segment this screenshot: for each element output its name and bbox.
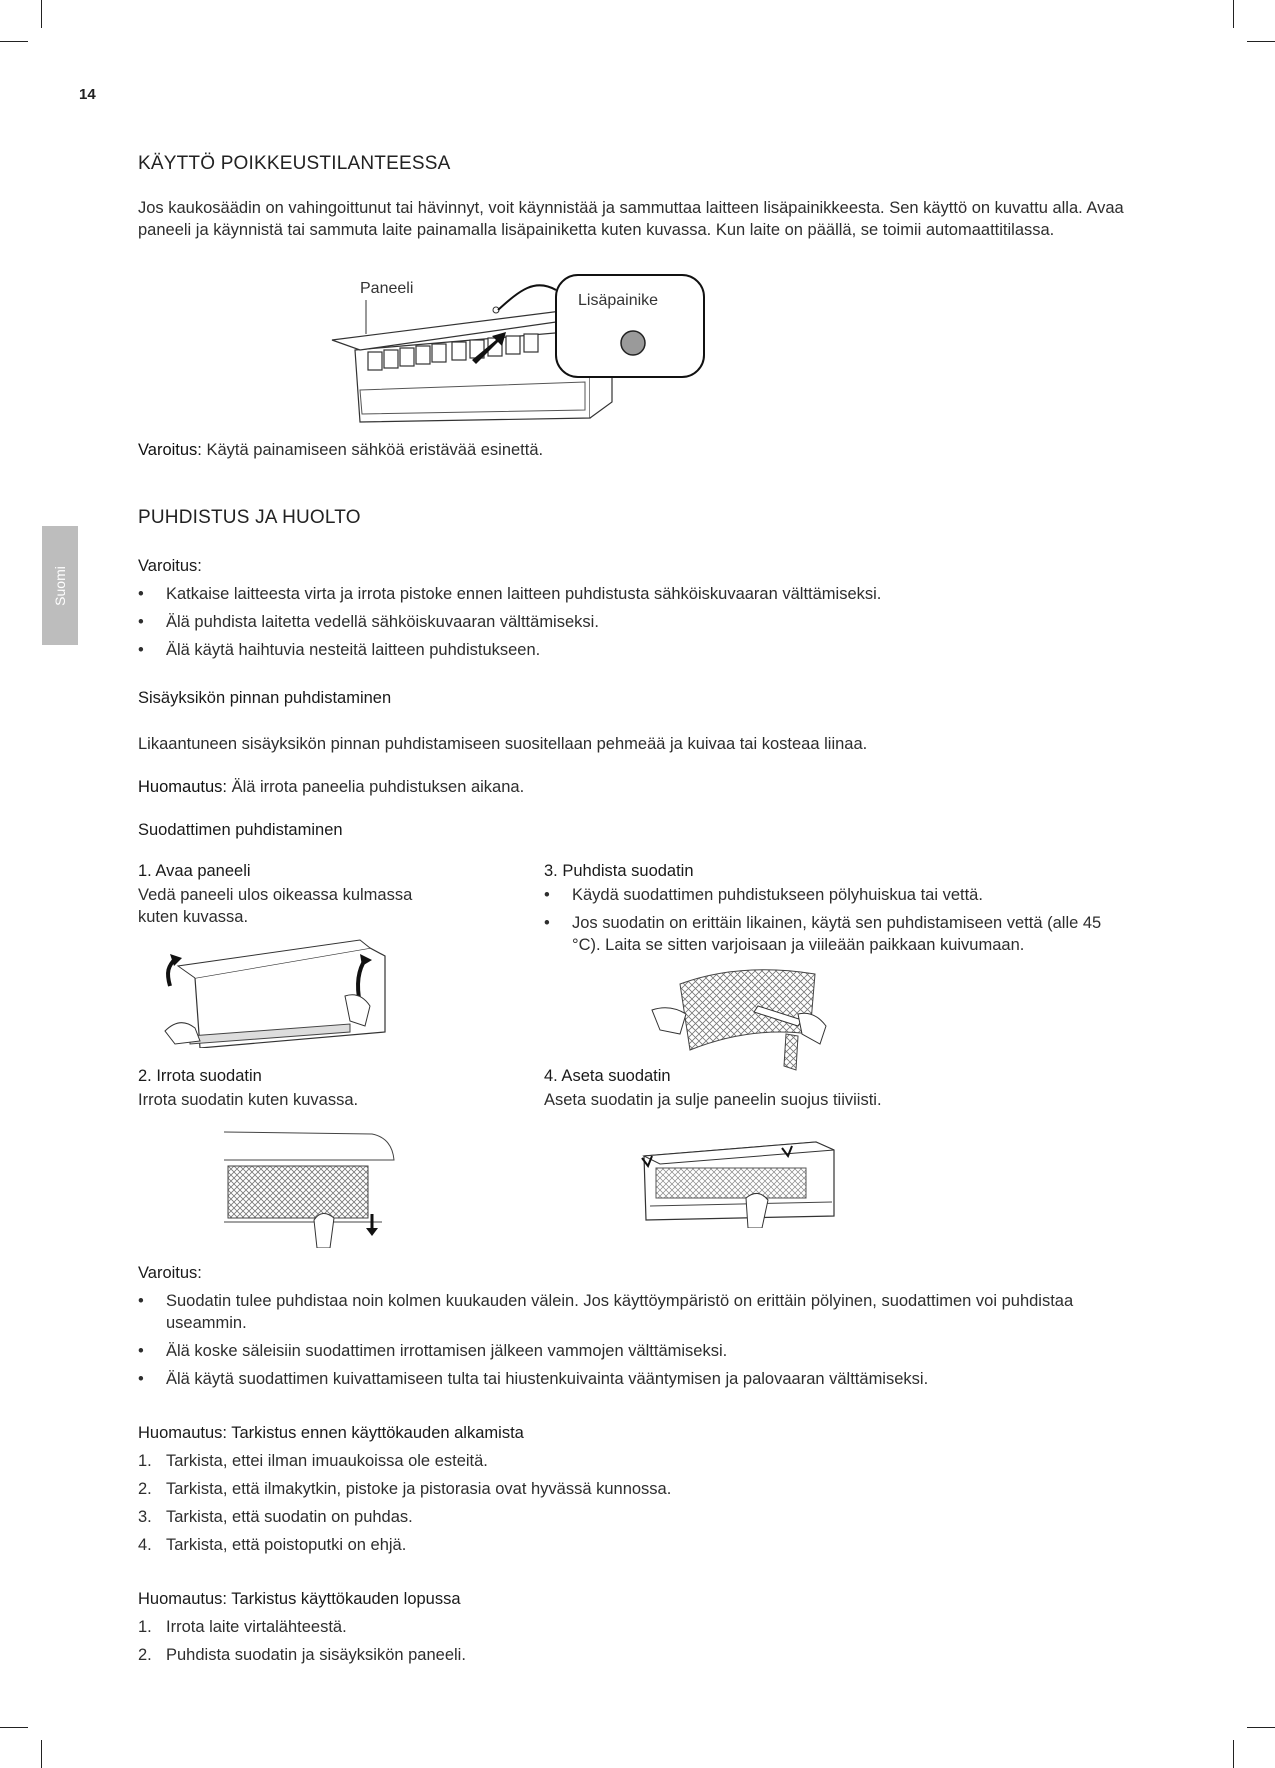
figure-label-button: Lisäpainike (578, 292, 659, 309)
section-title-emergency: KÄYTTÖ POIKKEUSTILANTEESSA (138, 153, 451, 174)
list-item: • Älä koske säleisiin suodattimen irrottamisen jälkeen vammojen välttämiseksi. (138, 1342, 728, 1360)
list-item: • Älä puhdista laitetta vedellä sähköiskuvaaran välttämiseksi. (138, 613, 599, 631)
step1-text: Vedä paneeli ulos oikeassa kulmassa kuten kuvassa. (138, 886, 413, 926)
list-item: • Älä käytä haihtuvia nesteitä laitteen puhdistukseen. (138, 641, 541, 659)
warning-label: Varoitus: (138, 441, 202, 459)
list-item: • Käydä suodattimen puhdistukseen pölyhuiskua tai vettä. (544, 886, 983, 904)
emergency-button-figure (320, 270, 780, 430)
filter-warning-label: Varoitus: (138, 1264, 202, 1282)
step4-title: 4. Aseta suodatin (544, 1067, 671, 1085)
step3-bullets (544, 884, 1134, 962)
figure-label-panel: Paneeli (360, 280, 414, 297)
crop-mark (0, 41, 28, 42)
step4-text: Aseta suodatin ja sulje paneelin suojus tiiviisti. (544, 1091, 882, 1109)
language-side-tab (42, 526, 78, 645)
step1-figure (160, 936, 395, 1048)
check-start-heading: Huomautus: Tarkistus ennen käyttökauden alkamista (138, 1424, 524, 1442)
list-item: 1. Irrota laite virtalähteestä. (138, 1618, 347, 1636)
emergency-intro: Jos kaukosäädin on vahingoittunut tai hävinnyt, voit käynnistää ja sammuttaa laitteen lisäpainikkeesta. Sen käyttö on kuvattu alla. Avaa paneeli ja käynnistä tai sammuta laite painamalla lisäpainiketta kuten kuvassa. Kun laite on päällä, se toimii automaattitilassa. (138, 199, 1124, 239)
step4-figure (636, 1136, 836, 1228)
crop-mark (0, 1727, 28, 1728)
list-item: • Älä käytä suodattimen kuivattamiseen tulta tai hiustenkuivainta vääntymisen ja palovaaran välttämiseksi. (138, 1370, 929, 1388)
warning-text: Käytä painamiseen sähköä eristävää esinettä. (206, 441, 544, 459)
list-item: 2. Tarkista, että ilmakytkin, pistoke ja pistorasia ovat hyvässä kunnossa. (138, 1480, 672, 1498)
check-end-list (138, 1616, 1138, 1672)
step2-figure (222, 1130, 402, 1248)
list-item: 2. Puhdista suodatin ja sisäyksikön paneeli. (138, 1646, 466, 1664)
step3-title: 3. Puhdista suodatin (544, 862, 694, 880)
section-title-cleaning: PUHDISTUS JA HUOLTO (138, 507, 361, 528)
step3-figure (650, 964, 840, 1074)
filter-warnings-list (138, 1290, 1138, 1396)
check-end-heading: Huomautus: Tarkistus käyttökauden lopussa (138, 1590, 461, 1608)
side-tab-label: Suomi (52, 565, 68, 606)
aux-button-icon (621, 331, 645, 355)
cleaning-warning-label: Varoitus: (138, 557, 202, 575)
cleaning-warnings-list (138, 583, 1138, 667)
surface-text: Likaantuneen sisäyksikön pinnan puhdistamiseen suositellaan pehmeää ja kuivaa tai kosteaa liinaa. (138, 735, 868, 753)
filter-heading: Suodattimen puhdistaminen (138, 821, 343, 839)
list-item: 1. Tarkista, ettei ilman imuaukoissa ole esteitä. (138, 1452, 488, 1470)
check-start-list (138, 1450, 1138, 1562)
page-number: 14 (79, 86, 96, 103)
step2-text: Irrota suodatin kuten kuvassa. (138, 1091, 359, 1109)
list-item: 3. Tarkista, että suodatin on puhdas. (138, 1508, 413, 1526)
list-item: • Katkaise laitteesta virta ja irrota pistoke ennen laitteen puhdistusta sähköiskuvaaran välttämiseksi. (138, 585, 882, 603)
emergency-warning (138, 439, 543, 461)
step2-title: 2. Irrota suodatin (138, 1067, 262, 1085)
step1-title: 1. Avaa paneeli (138, 862, 251, 880)
crop-mark (1247, 41, 1275, 42)
crop-mark (1233, 0, 1234, 28)
cleaning-note: Huomautus: Älä irrota paneelia puhdistuksen aikana. (138, 778, 525, 796)
crop-mark (41, 0, 42, 28)
crop-mark (41, 1740, 42, 1768)
crop-mark (1247, 1727, 1275, 1728)
list-item: 4. Tarkista, että poistoputki on ehjä. (138, 1536, 407, 1554)
surface-heading: Sisäyksikön pinnan puhdistaminen (138, 689, 392, 707)
list-item: • Suodatin tulee puhdistaa noin kolmen kuukauden välein. Jos käyttöympäristö on erittäin pölyinen, suodattimen voi puhdistaa useammin. (138, 1292, 1074, 1332)
crop-mark (1233, 1740, 1234, 1768)
list-item: • Jos suodatin on erittäin likainen, käytä sen puhdistamiseen vettä (alle 45 °C). Laita se sitten varjoisaan ja viileään paikkaan kuivumaan. (544, 914, 1102, 954)
